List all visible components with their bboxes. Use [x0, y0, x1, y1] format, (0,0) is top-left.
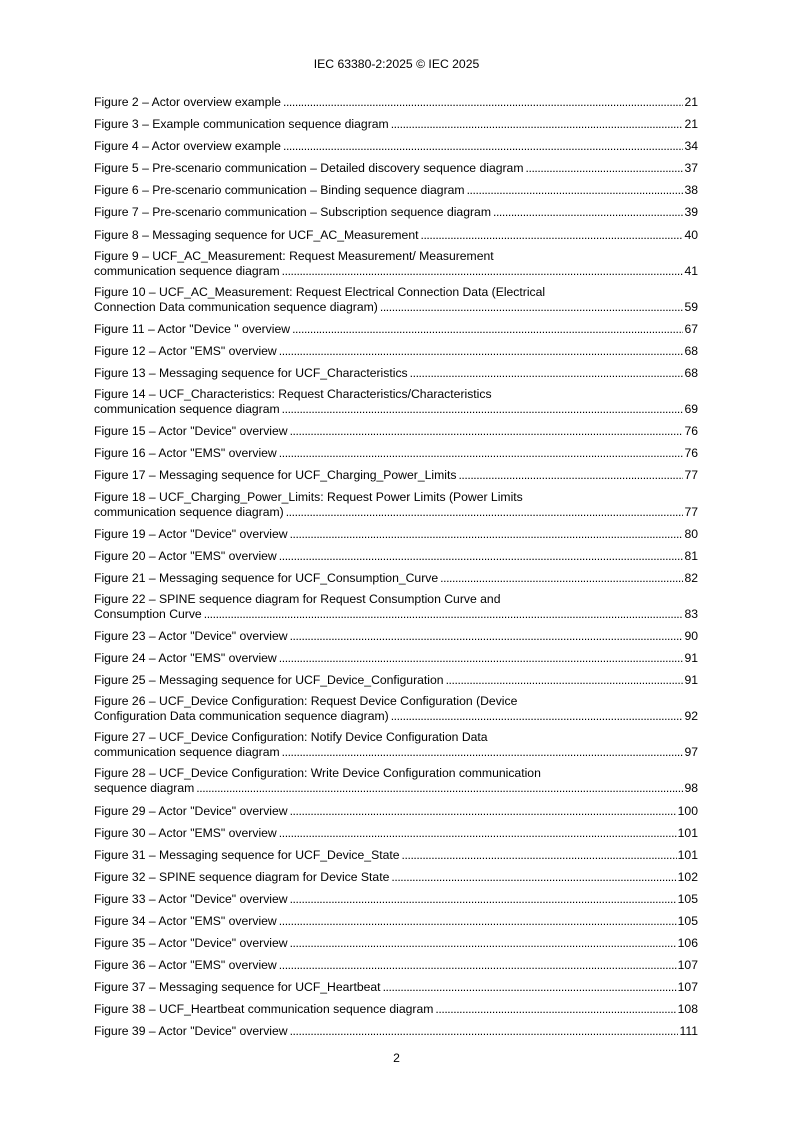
toc-entry[interactable]	[94, 592, 698, 622]
toc-entry-page-number: 97	[684, 745, 698, 760]
dot-leader	[290, 935, 677, 951]
dot-leader	[493, 204, 683, 220]
toc-entry[interactable]	[94, 285, 698, 315]
toc-entry-title: Figure 37 – Messaging sequence for UCF_Heartbeat	[94, 980, 381, 995]
toc-entry-title: Figure 16 – Actor "EMS" overview	[94, 446, 277, 461]
toc-entry-title: Figure 2 – Actor overview example	[94, 95, 281, 109]
toc-entry-title-line: Figure 26 – UCF_Device Configuration: Request Device Configuration (Device	[94, 694, 518, 709]
toc-entry-row	[94, 300, 698, 315]
dot-leader	[279, 650, 684, 666]
toc-entry[interactable]	[94, 650, 698, 666]
toc-entry-row	[94, 650, 698, 666]
toc-entry-page-number: 34	[684, 139, 698, 154]
toc-entry-row	[94, 672, 698, 688]
toc-entry-page-number: 59	[684, 299, 698, 314]
dot-leader	[391, 869, 676, 885]
toc-entry[interactable]	[94, 365, 698, 381]
toc-entry-title: communication sequence diagram	[94, 402, 280, 417]
toc-entry-row	[94, 445, 698, 461]
toc-entry-page-number: 38	[684, 183, 698, 198]
toc-entry-title: Connection Data communication sequence diagram)	[94, 299, 378, 314]
toc-entry-title: sequence diagram	[94, 781, 195, 796]
page-number: 2	[393, 1051, 400, 1065]
dot-leader	[283, 94, 683, 110]
toc-entry-title: Figure 29 – Actor "Device" overview	[94, 803, 288, 818]
dot-leader	[458, 467, 683, 483]
toc-entry-title: Figure 31 – Messaging sequence for UCF_Device_State	[94, 847, 400, 862]
dot-leader	[279, 825, 677, 841]
toc-entry-page-number: 101	[677, 847, 698, 862]
toc-entry[interactable]	[94, 490, 698, 520]
toc-entry-title-line: Figure 18 – UCF_Charging_Power_Limits: Request Power Limits (Power Limits	[94, 489, 523, 504]
toc-entry-title-line: Figure 27 – UCF_Device Configuration: Notify Device Configuration Data	[94, 730, 488, 745]
toc-entry-title: Figure 21 – Messaging sequence for UCF_Consumption_Curve	[94, 570, 439, 585]
toc-entry-row	[94, 402, 698, 417]
toc-entry-title: Figure 8 – Messaging sequence for UCF_AC_Measurement	[94, 227, 419, 242]
toc-entry-row	[94, 869, 698, 885]
toc-entry[interactable]	[94, 1001, 698, 1017]
toc-entry-page-number: 91	[684, 673, 698, 688]
dot-leader	[290, 423, 684, 439]
toc-entry-row	[94, 160, 698, 176]
toc-entry[interactable]	[94, 891, 698, 907]
toc-entry-page-number: 77	[684, 504, 698, 519]
dot-leader	[380, 300, 684, 315]
toc-entry-row	[94, 935, 698, 951]
toc-entry-page-number: 105	[677, 914, 698, 928]
toc-entry[interactable]	[94, 526, 698, 542]
toc-entry-row	[94, 891, 698, 907]
toc-entry-page-number: 111	[679, 1024, 698, 1039]
toc-entry-row	[94, 913, 698, 929]
toc-entry-page-number: 92	[684, 709, 698, 724]
toc-entry-page-number: 39	[684, 205, 698, 220]
toc-entry-title: Figure 3 – Example communication sequence diagram	[94, 117, 389, 132]
toc-entry-title: Figure 39 – Actor "Device" overview	[94, 1024, 288, 1039]
toc-entry-row	[94, 979, 698, 995]
toc-entry-page-number: 107	[677, 980, 698, 995]
toc-entry-row	[94, 467, 698, 483]
toc-entry-page-number: 37	[684, 161, 698, 176]
toc-entry-row	[94, 847, 698, 863]
dot-leader	[467, 182, 684, 198]
toc-entry-row	[94, 321, 698, 337]
dot-leader	[290, 526, 684, 542]
dot-leader	[292, 321, 683, 337]
toc-entry-page-number: 98	[684, 781, 698, 796]
toc-entry-row	[94, 182, 698, 198]
toc-entry-row	[94, 138, 698, 154]
toc-entry-title: Figure 32 – SPINE sequence diagram for Device State	[94, 869, 390, 884]
toc-entry-page-number: 81	[684, 548, 698, 563]
toc-entry-page-number: 76	[684, 446, 698, 461]
toc-entry-page-number: 83	[684, 606, 698, 621]
toc-entry-title: Figure 24 – Actor "EMS" overview	[94, 651, 277, 666]
toc-entry-page-number: 76	[684, 424, 698, 439]
toc-entry-row	[94, 548, 698, 564]
toc-entry-title: Configuration Data communication sequence diagram)	[94, 709, 389, 724]
list-of-figures	[94, 94, 698, 1046]
toc-entry-row	[94, 227, 698, 243]
toc-entry-page-number: 40	[684, 227, 698, 242]
toc-entry-row	[94, 94, 698, 110]
dot-leader	[391, 709, 684, 724]
toc-entry[interactable]	[94, 160, 698, 176]
toc-entry[interactable]	[94, 321, 698, 337]
toc-entry[interactable]	[94, 957, 698, 973]
toc-entry-title: Figure 12 – Actor "EMS" overview	[94, 343, 277, 358]
toc-entry[interactable]	[94, 935, 698, 951]
toc-entry[interactable]	[94, 913, 698, 929]
dot-leader	[526, 160, 684, 176]
dot-leader	[204, 607, 684, 622]
toc-entry-title: communication sequence diagram	[94, 263, 280, 278]
dot-leader	[410, 365, 684, 381]
toc-entry-row	[94, 264, 698, 279]
toc-entry[interactable]	[94, 116, 698, 132]
dot-leader	[290, 891, 677, 907]
toc-entry-title: Figure 19 – Actor "Device" overview	[94, 526, 288, 541]
dot-leader	[279, 957, 677, 973]
toc-entry-title-line: Figure 14 – UCF_Characteristics: Request Characteristics/Characteristics	[94, 387, 492, 402]
toc-entry-title: Figure 11 – Actor "Device " overview	[94, 321, 291, 336]
toc-entry-row	[94, 607, 698, 622]
toc-entry[interactable]	[94, 979, 698, 995]
dot-leader	[279, 343, 684, 359]
toc-entry-row	[94, 526, 698, 542]
toc-entry-title: Figure 7 – Pre-scenario communication – Subscription sequence diagram	[94, 205, 491, 220]
toc-entry[interactable]	[94, 138, 698, 154]
toc-entry-row	[94, 204, 698, 220]
toc-entry[interactable]	[94, 803, 698, 819]
dot-leader	[282, 264, 684, 279]
toc-entry-page-number: 106	[677, 936, 698, 951]
dot-leader	[290, 1023, 679, 1039]
toc-entry-title: Figure 13 – Messaging sequence for UCF_Characteristics	[94, 366, 408, 381]
toc-entry-row	[94, 628, 698, 644]
toc-entry[interactable]	[94, 182, 698, 198]
toc-entry[interactable]	[94, 730, 698, 760]
toc-entry-row	[94, 957, 698, 973]
toc-entry-row	[94, 365, 698, 381]
toc-entry-title: communication sequence diagram)	[94, 504, 284, 519]
toc-entry-page-number: 21	[684, 95, 698, 109]
toc-entry-row	[94, 781, 698, 796]
toc-entry-title: Figure 34 – Actor "EMS" overview	[94, 914, 277, 928]
toc-entry[interactable]	[94, 628, 698, 644]
toc-entry[interactable]	[94, 343, 698, 359]
dot-leader	[383, 979, 677, 995]
dot-leader	[391, 116, 684, 132]
dot-leader	[282, 745, 684, 760]
toc-entry-page-number: 101	[677, 825, 698, 840]
toc-entry[interactable]	[94, 847, 698, 863]
toc-entry-title: Figure 4 – Actor overview example	[94, 139, 281, 154]
toc-entry-title: Figure 20 – Actor "EMS" overview	[94, 548, 277, 563]
toc-entry-title: Figure 25 – Messaging sequence for UCF_Device_Configuration	[94, 673, 444, 688]
toc-entry-page-number: 21	[684, 117, 698, 132]
toc-entry-title: Figure 33 – Actor "Device" overview	[94, 891, 288, 906]
toc-entry-title-line: Figure 22 – SPINE sequence diagram for Request Consumption Curve and	[94, 591, 501, 606]
toc-entry-page-number: 90	[684, 628, 698, 643]
toc-entry-title: Figure 17 – Messaging sequence for UCF_Charging_Power_Limits	[94, 468, 457, 483]
toc-entry-title: Figure 6 – Pre-scenario communication – Binding sequence diagram	[94, 183, 465, 198]
toc-entry-page-number: 69	[684, 402, 698, 417]
toc-entry-row	[94, 505, 698, 520]
toc-entry-row	[94, 803, 698, 819]
dot-leader	[440, 570, 683, 586]
toc-entry[interactable]	[94, 548, 698, 564]
dot-leader	[290, 803, 677, 819]
toc-entry-title: Consumption Curve	[94, 606, 202, 621]
toc-entry-page-number: 91	[684, 651, 698, 666]
toc-entry[interactable]	[94, 570, 698, 586]
dot-leader	[435, 1001, 676, 1017]
toc-entry-title-line: Figure 28 – UCF_Device Configuration: Write Device Configuration communication	[94, 766, 541, 781]
toc-entry[interactable]	[94, 94, 698, 110]
toc-entry[interactable]	[94, 672, 698, 688]
toc-entry-row	[94, 1023, 698, 1039]
dot-leader	[279, 913, 677, 929]
toc-entry-page-number: 100	[677, 803, 698, 818]
toc-entry-title: communication sequence diagram	[94, 745, 280, 760]
toc-entry-page-number: 77	[684, 468, 698, 483]
toc-entry[interactable]	[94, 227, 698, 243]
dot-leader	[286, 505, 684, 520]
dot-leader	[282, 402, 684, 417]
dot-leader	[402, 847, 677, 863]
toc-entry-page-number: 82	[684, 570, 698, 585]
toc-entry[interactable]	[94, 387, 698, 417]
toc-entry-title-line: Figure 9 – UCF_AC_Measurement: Request Measurement/ Measurement	[94, 248, 494, 263]
toc-entry-title: Figure 38 – UCF_Heartbeat communication sequence diagram	[94, 1002, 434, 1017]
toc-entry[interactable]	[94, 204, 698, 220]
toc-entry-page-number: 67	[684, 321, 698, 336]
toc-entry-title: Figure 30 – Actor "EMS" overview	[94, 825, 277, 840]
toc-entry[interactable]	[94, 869, 698, 885]
toc-entry-row	[94, 745, 698, 760]
toc-entry[interactable]	[94, 423, 698, 439]
toc-entry-title: Figure 35 – Actor "Device" overview	[94, 936, 288, 951]
dot-leader	[283, 138, 683, 154]
toc-entry-row	[94, 1001, 698, 1017]
toc-entry[interactable]	[94, 694, 698, 724]
page-header: IEC 63380-2:2025 © IEC 2025	[313, 57, 480, 71]
toc-entry-row	[94, 423, 698, 439]
toc-entry[interactable]	[94, 467, 698, 483]
toc-entry-row	[94, 343, 698, 359]
toc-entry-page-number: 68	[684, 343, 698, 358]
toc-entry-title-line: Figure 10 – UCF_AC_Measurement: Request Electrical Connection Data (Electrical	[94, 284, 546, 299]
toc-entry-page-number: 80	[684, 526, 698, 541]
toc-entry-page-number: 41	[684, 263, 698, 278]
dot-leader	[420, 227, 683, 243]
toc-entry-page-number: 108	[677, 1002, 698, 1017]
toc-entry-page-number: 68	[684, 366, 698, 381]
toc-entry[interactable]	[94, 249, 698, 279]
toc-entry-page-number: 105	[677, 891, 698, 906]
dot-leader	[290, 628, 684, 644]
toc-entry-row	[94, 116, 698, 132]
toc-entry-row	[94, 825, 698, 841]
dot-leader	[279, 445, 684, 461]
dot-leader	[279, 548, 684, 564]
toc-entry[interactable]	[94, 766, 698, 796]
dot-leader	[196, 781, 683, 796]
toc-entry[interactable]	[94, 445, 698, 461]
toc-entry-row	[94, 570, 698, 586]
toc-entry-title: Figure 36 – Actor "EMS" overview	[94, 958, 277, 973]
toc-entry-page-number: 107	[677, 958, 698, 973]
toc-entry-title: Figure 5 – Pre-scenario communication – Detailed discovery sequence diagram	[94, 161, 524, 176]
toc-entry-row	[94, 709, 698, 724]
toc-entry[interactable]	[94, 1023, 698, 1039]
toc-entry-page-number: 102	[677, 869, 698, 884]
dot-leader	[446, 672, 684, 688]
toc-entry-title: Figure 23 – Actor "Device" overview	[94, 628, 288, 643]
toc-entry[interactable]	[94, 825, 698, 841]
toc-entry-title: Figure 15 – Actor "Device" overview	[94, 424, 288, 439]
